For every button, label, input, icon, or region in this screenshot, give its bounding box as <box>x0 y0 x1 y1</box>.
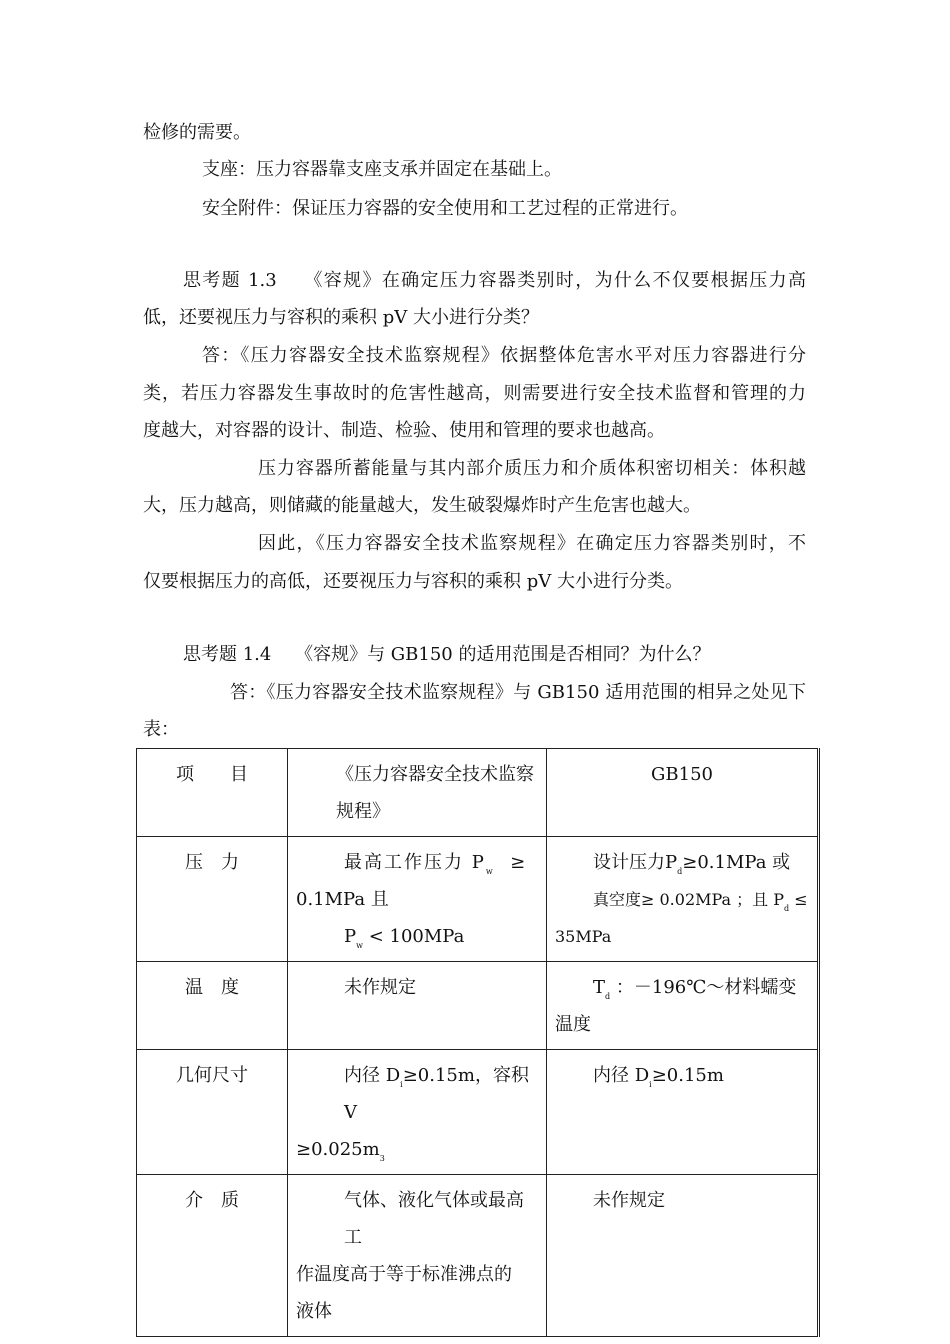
comparison-table <box>136 748 820 1337</box>
table-row <box>137 1175 819 1337</box>
answer-1-3-line-1: 答：《压力容器安全技术监察规程》依据整体危害水平对压力容器进行分 <box>202 345 806 366</box>
answer-1-3-line-5: 大，压力越高，则储藏的能量越大，发生破裂爆炸时产生危害也越大。 <box>143 495 701 516</box>
regulation-temperature-value: 未作规定 <box>344 977 416 998</box>
row-label-temperature: 温 度 <box>185 977 239 998</box>
regulation-geometry-line-2: $\ge 0.025m^3$ <box>296 1139 385 1163</box>
regulation-pressure-line-2: 0.1MPa 且 <box>296 889 389 910</box>
regulation-cell-pressure <box>288 837 547 962</box>
regulation-pressure-line-1: 最高工作压力 $P_w$ ≥ <box>344 852 528 876</box>
regulation-cell-temperature <box>288 962 547 1050</box>
paragraph-support: 支座：压力容器靠支座支承并固定在基础上。 <box>202 159 562 180</box>
header-gb150-label: GB150 <box>651 764 713 785</box>
gb150-cell-medium <box>547 1175 819 1337</box>
regulation-cell-medium <box>288 1175 547 1337</box>
gb150-cell-geometry <box>547 1050 819 1175</box>
table-row <box>137 837 819 962</box>
answer-1-3-line-2: 类，若压力容器发生事故时的危害性越高，则需要进行安全技术监督和管理的力 <box>143 383 806 404</box>
row-label-medium: 介 质 <box>185 1190 239 1211</box>
row-label-pressure: 压 力 <box>185 852 239 873</box>
gb150-temperature-line-1: $T_d$ ：－196℃～材料蠕变 <box>593 977 797 1001</box>
regulation-medium-line-3: 液体 <box>296 1301 332 1322</box>
header-item-label: 项 目 <box>176 764 248 785</box>
row-label-cell <box>137 962 288 1050</box>
gb150-geometry-line-1: 内径 $D_i\ge 0.15m$ <box>593 1065 724 1089</box>
regulation-medium-line-1: 气体、液化气体或最高工 <box>344 1190 524 1248</box>
header-cell-regulation <box>288 749 547 837</box>
header-cell-gb150 <box>547 749 819 837</box>
row-label-cell <box>137 1175 288 1337</box>
regulation-cell-geometry <box>288 1050 547 1175</box>
question-1-3-line-2: 低，还要视压力与容积的乘积 pV 大小进行分类？ <box>143 307 539 328</box>
gb150-pressure-line-3: 35MPa <box>555 927 612 946</box>
answer-1-3-line-6: 因此，《压力容器安全技术监察规程》在确定压力容器类别时，不 <box>258 533 806 554</box>
paragraph-safety-accessories: 安全附件：保证压力容器的安全使用和工艺过程的正常进行。 <box>202 198 688 219</box>
answer-1-3-line-7: 仅要根据压力的高低，还要视压力与容积的乘积 pV 大小进行分类。 <box>143 571 683 592</box>
answer-1-4-line-1: 答：《压力容器安全技术监察规程》与 GB150 适用范围的相异之处见下 <box>230 682 806 703</box>
regulation-medium-line-2: 作温度高于等于标准沸点的 <box>296 1264 512 1285</box>
table-row <box>137 1050 819 1175</box>
gb150-pressure-line-2: 真空度≥ 0.02MPa ；且 $P_d$ ≤ <box>593 890 808 913</box>
answer-1-4-line-2: 表： <box>143 719 179 740</box>
gb150-cell-temperature <box>547 962 819 1050</box>
gb150-temperature-line-2: 温度 <box>555 1014 591 1035</box>
answer-1-3-line-3: 度越大，对容器的设计、制造、检验、使用和管理的要求也越高。 <box>143 420 665 441</box>
paragraph-continuation: 检修的需要。 <box>143 122 251 143</box>
header-regulation-label: 《压力容器安全技术监察规程》 <box>336 764 534 822</box>
regulation-pressure-line-3: $P_w < 100MPa$ <box>344 926 465 950</box>
answer-1-3-line-4: 压力容器所蓄能量与其内部介质压力和介质体积密切相关：体积越 <box>258 458 806 479</box>
gb150-medium-value: 未作规定 <box>593 1190 665 1211</box>
table-row <box>137 962 819 1050</box>
row-label-geometry: 几何尺寸 <box>176 1065 248 1086</box>
gb150-cell-pressure <box>547 837 819 962</box>
table-header-row <box>137 749 819 837</box>
header-cell-item <box>137 749 288 837</box>
gb150-pressure-line-1: 设计压力$P_d\ge 0.1MPa$ 或 <box>593 852 791 876</box>
regulation-geometry-line-1: 内径 $D_i\ge 0.15m$，容积 V <box>344 1065 529 1123</box>
question-1-4-line-1: 思考题 1.4 《容规》与 GB150 的适用范围是否相同？为什么？ <box>183 644 711 665</box>
question-1-3-line-1: 思考题 1.3 《容规》在确定压力容器类别时，为什么不仅要根据压力高 <box>183 270 806 291</box>
row-label-cell <box>137 837 288 962</box>
row-label-cell <box>137 1050 288 1175</box>
